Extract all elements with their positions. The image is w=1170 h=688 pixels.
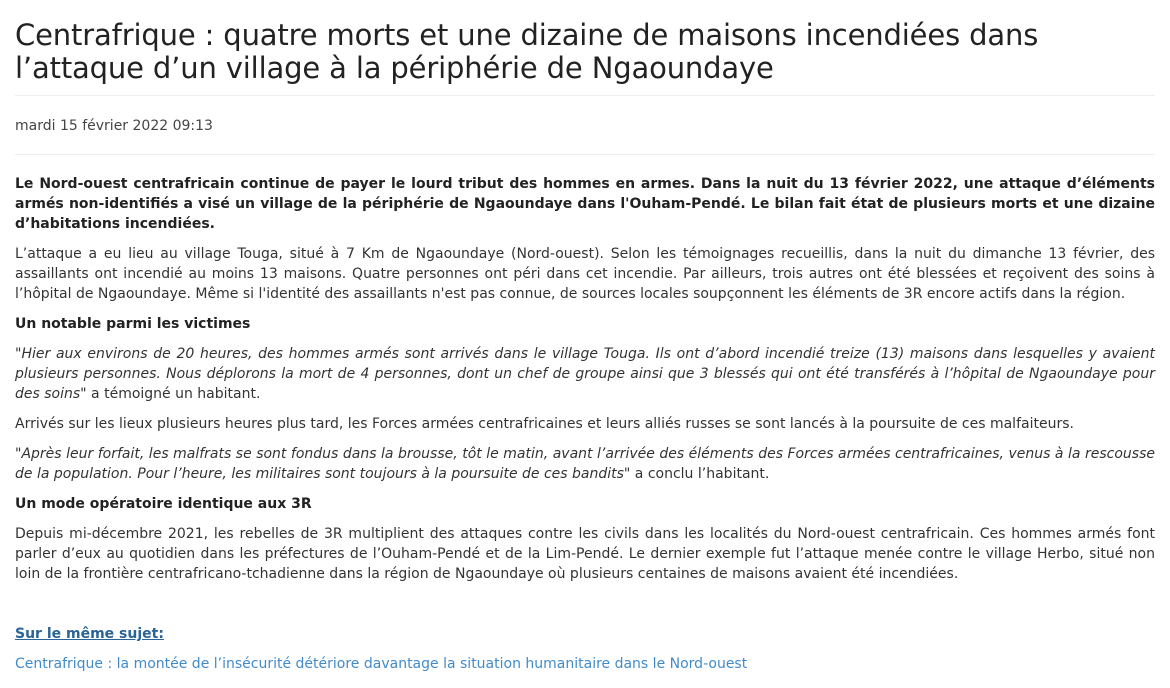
paragraph-3: Depuis mi-décembre 2021, les rebelles de 3R multiplient des attaques contre les civils dans les localités du Nord-ouest centrafricain. Ces hommes armés font parler d’eux au quotidien dans les préfectures de l’Ouham-Pendé et de la Lim-Pendé. Le dernier exemple fut l’attaque menée contre le village Herbo, situé non loin de la frontière centrafricano-tchadienne dans la région de Ngaoundaye où plusieurs centaines de maisons avaient été incendiées. <box>15 526 1155 582</box>
article-body <box>15 155 1155 674</box>
page-title: Centrafrique : quatre morts et une dizaine de maisons incendiées dans l’attaque d’un village à la périphérie de Ngaoundaye <box>15 0 1155 96</box>
quote-paragraph-2 <box>15 444 1155 484</box>
quote-2-attribution: a conclu l’habitant. <box>630 466 770 482</box>
date-text: mardi 15 février 2022 09:13 <box>15 118 213 134</box>
quote-1-attribution: a témoigné un habitant. <box>86 386 261 402</box>
quote-paragraph-1 <box>15 344 1155 404</box>
paragraph-1: L’attaque a eu lieu au village Touga, situé à 7 Km de Ngaoundaye (Nord-ouest). Selon les témoignages recueillis, dans la nuit du dimanche 13 février, des assaillants ont incendié au moins 13 maisons. Quatre personnes ont péri dans cet incendie. Par ailleurs, trois autres ont été blessées et reçoivent des soins à l’hôpital de Ngaoundaye. Même si l'identité des assaillants n'est pas connue, de sources locales soupçonnent les éléments de 3R encore actifs dans la région. <box>15 246 1155 302</box>
related-heading: Sur le même sujet: <box>15 626 164 642</box>
paragraph-2: Arrivés sur les lieux plusieurs heures plus tard, les Forces armées centrafricaines et leurs alliés russes se sont lancés à la poursuite de ces malfaiteurs. <box>15 416 1074 432</box>
quote-2: "Après leur forfait, les malfrats se sont fondus dans la brousse, tôt le matin, avant l’arrivée des éléments des Forces armées centrafricaines, venus à la rescousse de la population. Pour l’heure, les militaires sont toujours à la poursuite de ces bandits" <box>15 446 1155 482</box>
spacer <box>15 594 1155 624</box>
subheading-modus: Un mode opératoire identique aux 3R <box>15 496 312 512</box>
article-date <box>15 96 1155 155</box>
lead-paragraph: Le Nord-ouest centrafricain continue de payer le lourd tribut des hommes en armes. Dans la nuit du 13 février 2022, une attaque d’éléments armés non-identifiés a visé un village de la périphérie de Ngaoundaye dans l'Ouham-Pendé. Le bilan fait état de plusieurs morts et une dizaine d’habitations incendiées. <box>15 176 1155 232</box>
related-article-link[interactable]: Centrafrique : la montée de l’insécurité détériore davantage la situation humanitaire dans le Nord-ouest <box>15 656 748 672</box>
subheading-victims: Un notable parmi les victimes <box>15 316 251 332</box>
article <box>15 0 1155 674</box>
quote-1: "Hier aux environs de 20 heures, des hommes armés sont arrivés dans le village Touga. Ils ont d’abord incendié treize (13) maisons dans lesquelles y avaient plusieurs personnes. Nous déplorons la mort de 4 personnes, dont un chef de groupe ainsi que 3 blessés qui ont été transférés à l’hôpital de Ngaoundaye pour des soins" <box>15 346 1155 402</box>
